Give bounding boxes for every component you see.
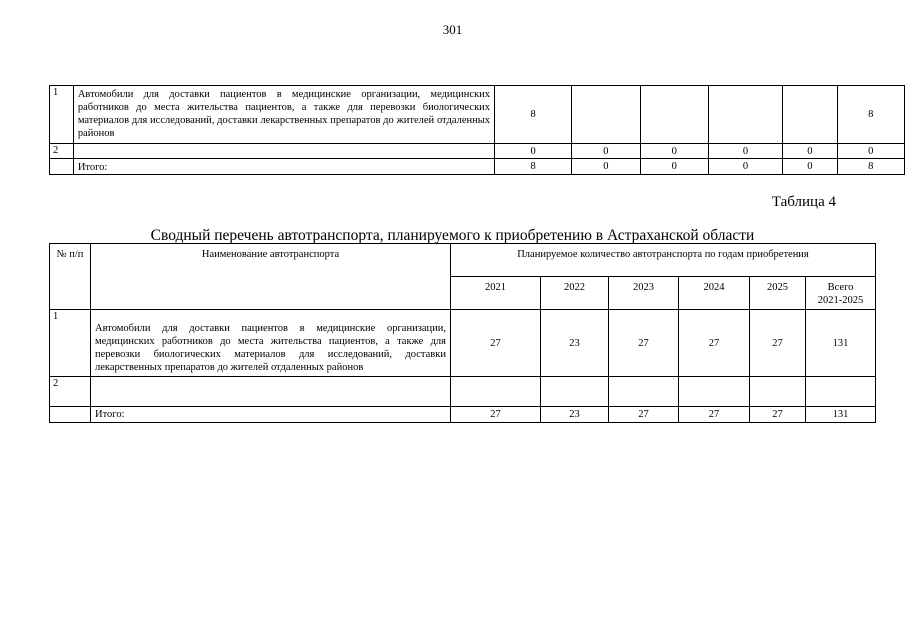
cell-value <box>451 377 541 407</box>
total-label: Итого: <box>91 407 451 423</box>
empty-cell <box>50 407 91 423</box>
row-index: 1 <box>50 86 74 144</box>
row-name <box>73 144 494 159</box>
total-value: 0 <box>708 159 782 175</box>
page-number: 301 <box>442 22 463 37</box>
total-value: 27 <box>679 407 750 423</box>
cell-value <box>640 86 708 144</box>
total-value: 0 <box>572 159 640 175</box>
total-value: 0 <box>640 159 708 175</box>
cell-value <box>750 377 806 407</box>
table-row <box>50 310 876 377</box>
cell-value <box>572 86 640 144</box>
cell-value <box>708 86 782 144</box>
cell-value: 0 <box>837 144 904 159</box>
cell-value <box>783 86 837 144</box>
total-value: 0 <box>783 159 837 175</box>
row-name <box>91 377 451 407</box>
cell-value: 0 <box>572 144 640 159</box>
cell-value: 27 <box>609 310 679 377</box>
table-row <box>50 86 905 144</box>
total-row <box>50 407 876 423</box>
total-value: 27 <box>451 407 541 423</box>
table-3-continuation <box>49 85 905 175</box>
cell-value <box>806 377 876 407</box>
header-row <box>50 244 876 277</box>
header-year: 2024 <box>679 277 750 310</box>
header-total-line2: 2021-2025 <box>817 295 864 306</box>
total-value: 131 <box>806 407 876 423</box>
cell-value <box>541 377 609 407</box>
cell-value: 23 <box>541 310 609 377</box>
row-name: Автомобили для доставки пациентов в медицинские организации, медицинских работников до места жительства пациентов, а также для перевозки биологических материалов для исследований, доставки лекарственных препаратов до жителей отдаленных районов <box>91 310 451 377</box>
header-total <box>806 277 876 310</box>
row-index: 2 <box>50 144 74 159</box>
cell-value <box>679 377 750 407</box>
cell-value: 0 <box>495 144 572 159</box>
header-year: 2025 <box>750 277 806 310</box>
total-row <box>50 159 905 175</box>
table-4 <box>49 243 876 423</box>
cell-value: 8 <box>495 86 572 144</box>
header-year: 2021 <box>451 277 541 310</box>
header-name: Наименование автотранспорта <box>91 244 451 310</box>
table-row <box>50 377 876 407</box>
header-total-line1: Всего <box>827 282 854 293</box>
row-index: 2 <box>50 377 91 407</box>
row-index: 1 <box>50 310 91 377</box>
total-label: Итого: <box>73 159 494 175</box>
table-title: Сводный перечень автотранспорта, планируемого к приобретению в Астраханской области <box>150 227 755 244</box>
cell-value: 8 <box>837 86 904 144</box>
total-value: 27 <box>609 407 679 423</box>
cell-value: 0 <box>640 144 708 159</box>
cell-value: 27 <box>750 310 806 377</box>
cell-value: 0 <box>708 144 782 159</box>
table-caption: Таблица 4 <box>771 194 836 210</box>
total-value: 23 <box>541 407 609 423</box>
header-year: 2023 <box>609 277 679 310</box>
cell-value: 27 <box>679 310 750 377</box>
total-value: 27 <box>750 407 806 423</box>
header-year: 2022 <box>541 277 609 310</box>
empty-cell <box>50 159 74 175</box>
header-planned: Планируемое количество автотранспорта по годам приобретения <box>451 244 876 277</box>
cell-value: 131 <box>806 310 876 377</box>
total-value: 8 <box>837 159 904 175</box>
cell-value: 0 <box>783 144 837 159</box>
cell-value <box>609 377 679 407</box>
cell-value: 27 <box>451 310 541 377</box>
total-value: 8 <box>495 159 572 175</box>
row-name: Автомобили для доставки пациентов в медицинские организации, медицинских работников до места жительства пациентов, а также для перевозки биологических материалов для исследований, доставки лекарственных препаратов до жителей отдаленных районов <box>73 86 494 144</box>
table-row <box>50 144 905 159</box>
header-number: № п/п <box>50 244 91 310</box>
